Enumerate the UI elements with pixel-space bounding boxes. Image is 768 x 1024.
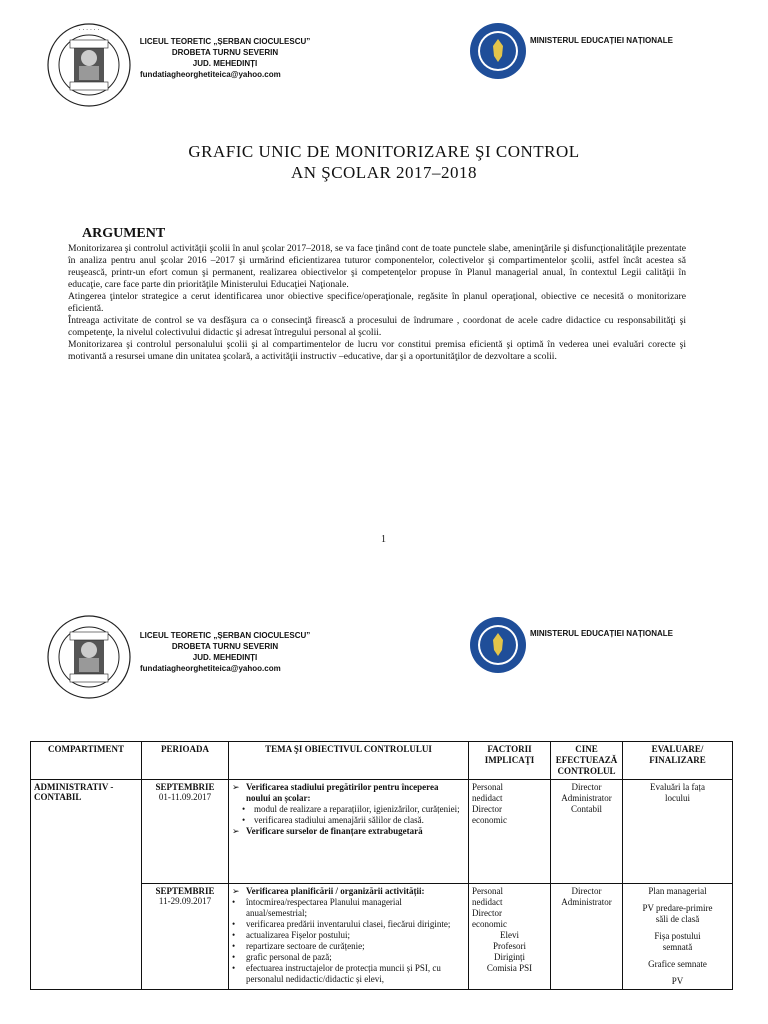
title-line-2: AN ŞCOLAR 2017–2018 — [290, 163, 478, 182]
list-item — [232, 930, 465, 941]
item-text: actualizarea Fișelor postului; — [246, 930, 350, 940]
list-item — [232, 963, 465, 985]
item-text: efectuarea instructajelor de protecția muncii și PSI, cu personalul nedidactic/didactic și elevi, — [246, 963, 441, 984]
factor-item: Comisia PSI — [486, 963, 533, 973]
topic-text: Verificarea planificării / organizării activității: — [246, 886, 425, 896]
period-dates: 01-11.09.2017 — [158, 792, 212, 802]
eval-item: semnată — [662, 942, 693, 952]
period-dates: 11-29.09.2017 — [158, 896, 212, 906]
dot-bullet-icon: • — [242, 815, 246, 825]
factor-item: Profesori — [493, 941, 526, 951]
monitoring-table-wrap — [30, 741, 733, 990]
factor-item: Diriginți — [494, 952, 525, 962]
topic-list — [232, 826, 465, 837]
dot-bullet-icon: • — [232, 930, 236, 940]
dot-bullet-icon: • — [232, 919, 236, 929]
item-text: întocmirea/respectarea Planului managerial anual/semestrial; — [246, 897, 402, 918]
evaluation-cell — [623, 780, 733, 884]
list-item — [232, 782, 465, 804]
topic-text: Verificare surselor de finanțare extrabugetară — [246, 826, 423, 836]
document-title — [0, 141, 768, 183]
list-item — [232, 804, 465, 815]
page-number: 1 — [381, 534, 386, 545]
item-text: verificarea predării inventarului clasei, fiecărui diriginte; — [246, 919, 451, 929]
factor-item: nedidact — [472, 897, 503, 907]
school-email[interactable]: fundatiagheorghetiteica@yahoo.com — [140, 70, 281, 79]
eval-item: Fișa postului — [654, 931, 701, 941]
government-logo — [469, 616, 527, 674]
col-header-who: CINE EFECTUEAZĂ CONTROLUL — [551, 742, 623, 780]
list-item — [232, 826, 465, 837]
factor-item: nedidact — [472, 793, 503, 803]
col-header-compartment: COMPARTIMENT — [31, 742, 142, 780]
eval-item: locului — [665, 793, 690, 803]
col-header-evaluation: EVALUARE/ FINALIZARE — [623, 742, 733, 780]
item-text: grafic personal de pază; — [246, 952, 332, 962]
who-item: Director — [571, 886, 602, 896]
school-info — [125, 630, 325, 663]
item-text: repartizare sectoare de curățenie; — [246, 941, 365, 951]
topic-text: Verificarea stadiului pregătirilor pentru începerea noului an școlar: — [246, 782, 439, 803]
school-name: LICEUL TEORETIC „ȘERBAN CIOCULESCU” — [139, 37, 311, 46]
who-item: Administrator — [561, 793, 612, 803]
arrow-bullet-icon: ➢ — [232, 782, 240, 792]
eval-item: PV — [671, 976, 684, 986]
factor-item: Personal — [472, 782, 503, 792]
school-seal — [46, 22, 132, 108]
topic-cell — [229, 780, 469, 884]
dot-bullet-icon: • — [232, 963, 236, 973]
title-line-1: GRAFIC UNIC DE MONITORIZARE ŞI CONTROL — [188, 142, 580, 161]
factor-item: economic — [472, 815, 507, 825]
argument-heading: ARGUMENT — [82, 226, 166, 241]
argument-paragraph: Monitorizarea şi controlul activităţii şcolii în anul şcolar 2017–2018, se va face ţinând cont de toate punctele slabe, ameninţările şi disfuncţionalităţile prezentate în analiza pentru anul şcolar 2016 –2017 şi urmărind eficientizarea tuturor componentelor, colectivelor şi compartimentelor şcolii, astfel încât acestea să reuşească, printr-un efort comun şi permanent, realizarea obiectivelor şi competenţelor propuse în Planul managerial anual, în contextul Legii calităţii în educaţie, care face parte din priorităţile Ministerului Educaţiei Naţionale. — [68, 243, 686, 290]
period-month: SEPTEMBRIE — [155, 782, 215, 792]
evaluation-cell — [623, 884, 733, 990]
list-item — [232, 897, 465, 919]
school-county: JUD. MEHEDINȚI — [192, 653, 258, 662]
ministry-name: MINISTERUL EDUCAȚIEI NAȚIONALE — [530, 36, 673, 45]
ministry-name: MINISTERUL EDUCAȚIEI NAȚIONALE — [530, 629, 673, 638]
school-email[interactable]: fundatiagheorghetiteica@yahoo.com — [140, 664, 281, 673]
who-cell — [551, 780, 623, 884]
who-item: Contabil — [571, 804, 602, 814]
dot-bullet-icon: • — [232, 952, 236, 962]
col-header-period: PERIOADA — [142, 742, 229, 780]
dot-bullet-icon: • — [232, 897, 236, 907]
topic-list — [232, 886, 465, 985]
period-cell — [142, 780, 229, 884]
arrow-bullet-icon: ➢ — [232, 826, 240, 836]
table-header-row — [31, 742, 733, 780]
factor-item: Elevi — [500, 930, 519, 940]
list-item — [232, 886, 465, 897]
col-header-topic: TEMA ŞI OBIECTIVUL CONTROLULUI — [229, 742, 469, 780]
svg-text:· · · · · ·: · · · · · · — [78, 27, 100, 34]
government-logo — [469, 22, 527, 80]
factor-item: Director — [472, 908, 502, 918]
factor-item: economic — [472, 919, 507, 929]
eval-item: PV predare-primire — [642, 903, 713, 913]
argument-paragraph: Întreaga activitate de control se va desfăşura ca o consecinţă firească a procesului de îndrumare , coordonat de acele cadre didactice cu responsabilităţi şi competenţe, la nivelul colectivului didactic şi adresat întregului personal al şcolii. — [68, 315, 686, 338]
sub-text: modul de realizare a reparațiilor, igienizărilor, curățeniei; — [254, 804, 460, 814]
factors-cell — [469, 884, 551, 990]
col-header-factors: FACTORII IMPLICAŢI — [469, 742, 551, 780]
school-seal — [46, 614, 132, 700]
eval-item: săli de clasă — [655, 914, 700, 924]
arrow-bullet-icon: ➢ — [232, 886, 240, 896]
list-item — [232, 815, 465, 826]
school-info — [125, 36, 325, 69]
factor-item: Director — [472, 804, 502, 814]
who-cell — [551, 884, 623, 990]
sub-text: verificarea stadiului amenajării sălilor de clasă. — [254, 815, 424, 825]
eval-item: Grafice semnate — [648, 959, 707, 969]
school-name: LICEUL TEORETIC „ȘERBAN CIOCULESCU” — [139, 631, 311, 640]
argument-paragraph: Atingerea ţintelor strategice a cerut identificarea unor obiective specifice/operaţionale, regăsite în planul operaţional, obiective ce necesită o monitorizare eficientă. — [68, 291, 686, 314]
dot-bullet-icon: • — [242, 804, 246, 814]
who-item: Administrator — [561, 897, 612, 907]
school-city: DROBETA TURNU SEVERIN — [171, 642, 279, 651]
argument-body — [68, 243, 686, 363]
period-cell — [142, 884, 229, 990]
table-row — [31, 780, 733, 884]
school-city: DROBETA TURNU SEVERIN — [171, 48, 279, 57]
argument-paragraph: Monitorizarea şi controlul personalului şcolii şi al compartimentelor de lucru vor constitui premisa eficientă şi optimă în vederea unei evaluări corecte şi motivantă a resursei umane din unitatea şcolară, a activităţii instructiv –educative, dar şi a oportunităţilor de dezvoltare a scolii. — [68, 339, 686, 362]
school-county: JUD. MEHEDINȚI — [192, 59, 258, 68]
topic-cell — [229, 884, 469, 990]
monitoring-table — [30, 741, 733, 990]
eval-item: Evaluări la fața — [650, 782, 705, 792]
factors-cell — [469, 780, 551, 884]
who-item: Director — [571, 782, 602, 792]
dot-bullet-icon: • — [232, 941, 236, 951]
factor-item: Personal — [472, 886, 503, 896]
period-month: SEPTEMBRIE — [155, 886, 215, 896]
topic-list — [232, 782, 465, 804]
list-item — [232, 941, 465, 952]
eval-item: Plan managerial — [648, 886, 707, 896]
list-item — [232, 919, 465, 930]
list-item — [232, 952, 465, 963]
compartment-cell: ADMINISTRATIV - CONTABIL — [31, 780, 142, 990]
sub-list — [232, 804, 465, 826]
